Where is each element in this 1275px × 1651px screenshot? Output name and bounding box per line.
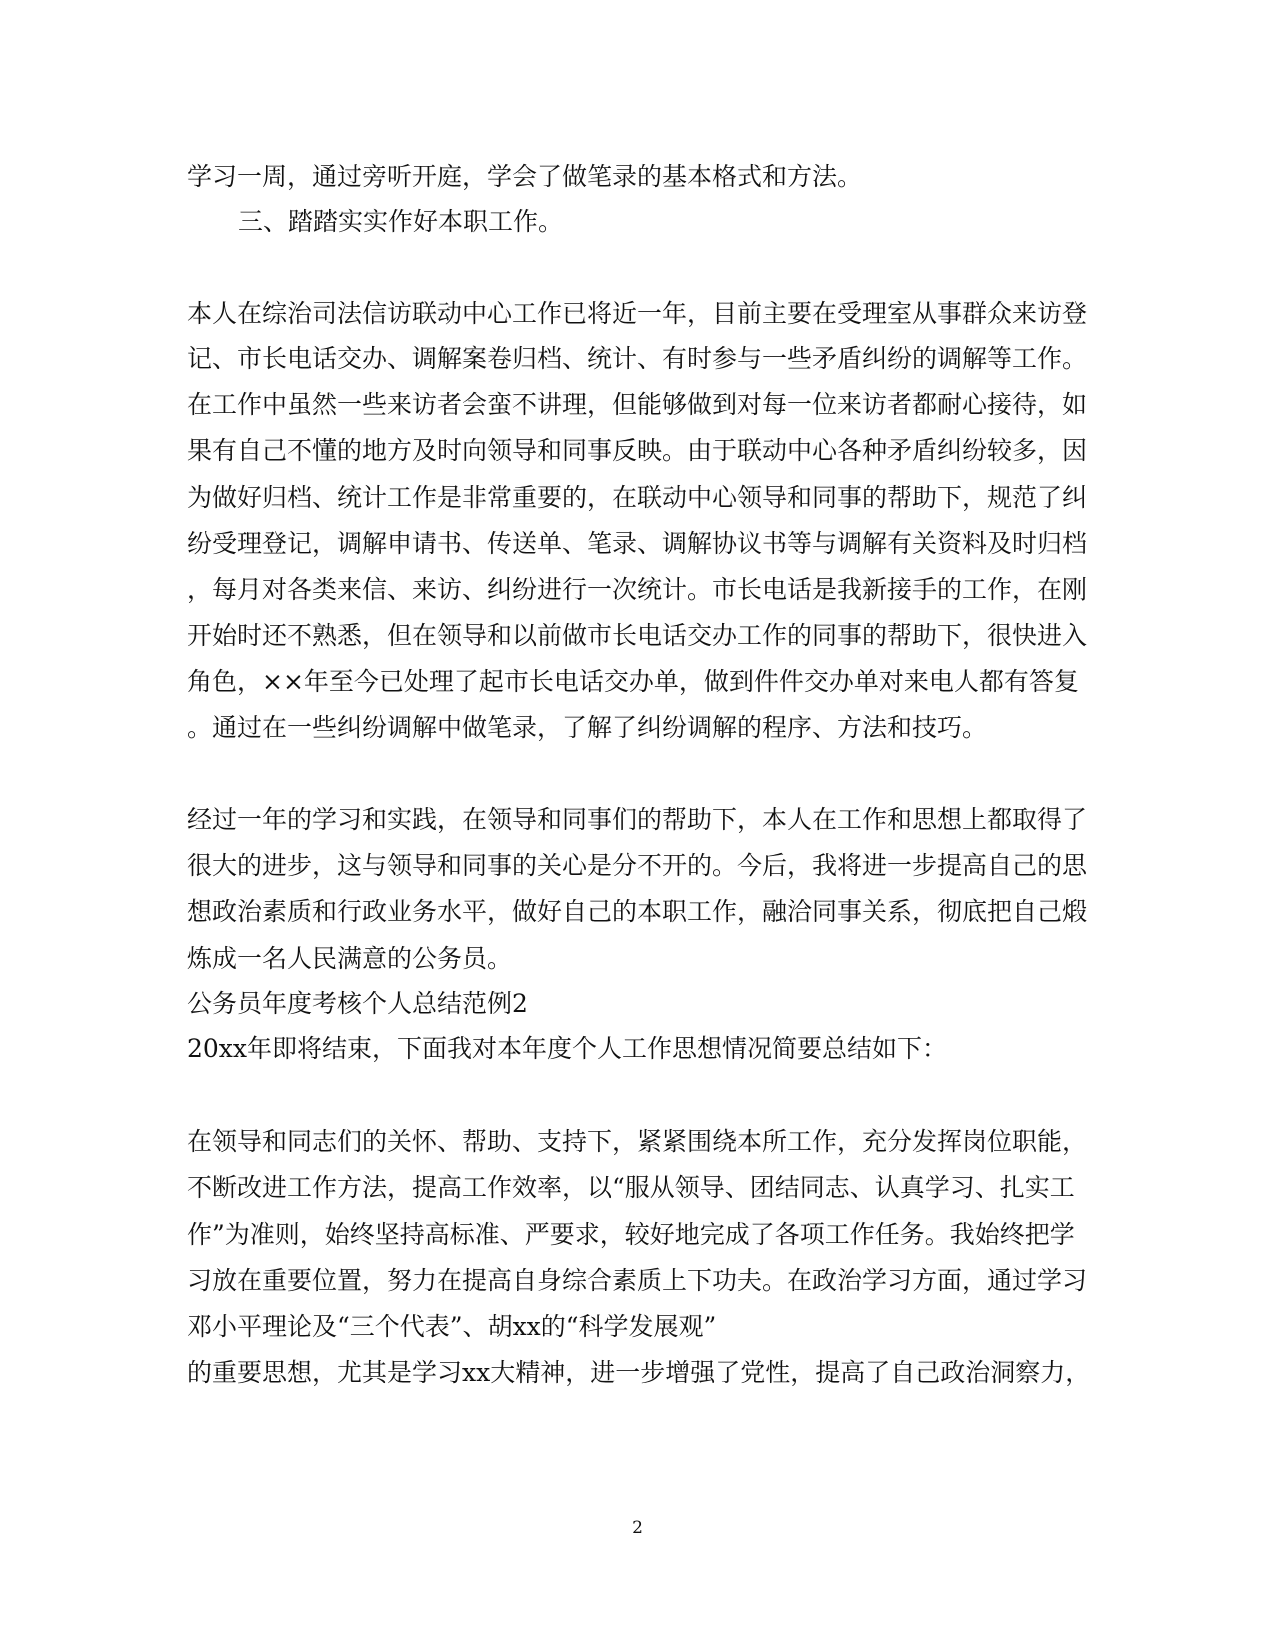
text-line: 纷受理登记，调解申请书、传送单、笔录、调解协议书等与调解有关资料及时归档 <box>187 529 1088 558</box>
text-line: 记、市长电话交办、调解案卷归档、统计、有时参与一些矛盾纠纷的调解等工作。 <box>187 344 1088 373</box>
text-line: 在领导和同志们的关怀、帮助、支持下，紧紧围绕本所工作，充分发挥岗位职能， <box>187 1127 1088 1156</box>
text-line: 作”为准则，始终坚持高标准、严要求，较好地完成了各项工作任务。我始终把学 <box>187 1220 1075 1249</box>
text-line: 角色，××年至今已处理了起市长电话交办单，做到件件交办单对来电人都有答复 <box>187 667 1079 696</box>
text-line: 果有自己不懂的地方及时向领导和同事反映。由于联动中心各种矛盾纠纷较多，因 <box>187 436 1088 465</box>
text-line: 本人在综治司法信访联动中心工作已将近一年，目前主要在受理室从事群众来访登 <box>187 299 1088 328</box>
text-line: 经过一年的学习和实践，在领导和同事们的帮助下，本人在工作和思想上都取得了 <box>187 805 1088 834</box>
text-line: 。通过在一些纠纷调解中做笔录，了解了纠纷调解的程序、方法和技巧。 <box>187 713 988 742</box>
page-number: 2 <box>632 1518 643 1538</box>
text-line: 习放在重要位置，努力在提高自身综合素质上下功夫。在政治学习方面，通过学习 <box>187 1266 1088 1295</box>
text-line: 不断改进工作方法，提高工作效率，以“服从领导、团结同志、认真学习、扎实工 <box>187 1173 1075 1202</box>
section-heading: 三、踏踏实实作好本职工作。 <box>238 207 564 236</box>
text-line: 想政治素质和行政业务水平，做好自己的本职工作，融洽同事关系，彻底把自己煅 <box>187 897 1088 926</box>
text-line: 为做好归档、统计工作是非常重要的，在联动中心领导和同事的帮助下，规范了纠 <box>187 483 1088 512</box>
text-line: 很大的进步，这与领导和同事的关心是分不开的。今后，我将进一步提高自己的思 <box>187 851 1088 880</box>
text-line: 学习一周，通过旁听开庭，学会了做笔录的基本格式和方法。 <box>187 162 863 191</box>
text-line: 的重要思想，尤其是学习xx大精神，进一步增强了党性，提高了自己政治洞察力， <box>187 1358 1091 1387</box>
text-line: 20xx年即将结束，下面我对本年度个人工作思想情况简要总结如下： <box>187 1034 948 1063</box>
section-title: 公务员年度考核个人总结范例2 <box>187 989 528 1018</box>
text-line: 炼成一名人民满意的公务员。 <box>187 944 513 973</box>
text-line: 在工作中虽然一些来访者会蛮不讲理，但能够做到对每一位来访者都耐心接待，如 <box>187 390 1088 419</box>
text-line: ，每月对各类来信、来访、纠纷进行一次统计。市长电话是我新接手的工作，在刚 <box>187 575 1088 604</box>
text-line: 开始时还不熟悉，但在领导和以前做市长电话交办工作的同事的帮助下，很快进入 <box>187 621 1088 650</box>
text-line: 邓小平理论及“三个代表”、胡xx的“科学发展观” <box>187 1312 717 1341</box>
